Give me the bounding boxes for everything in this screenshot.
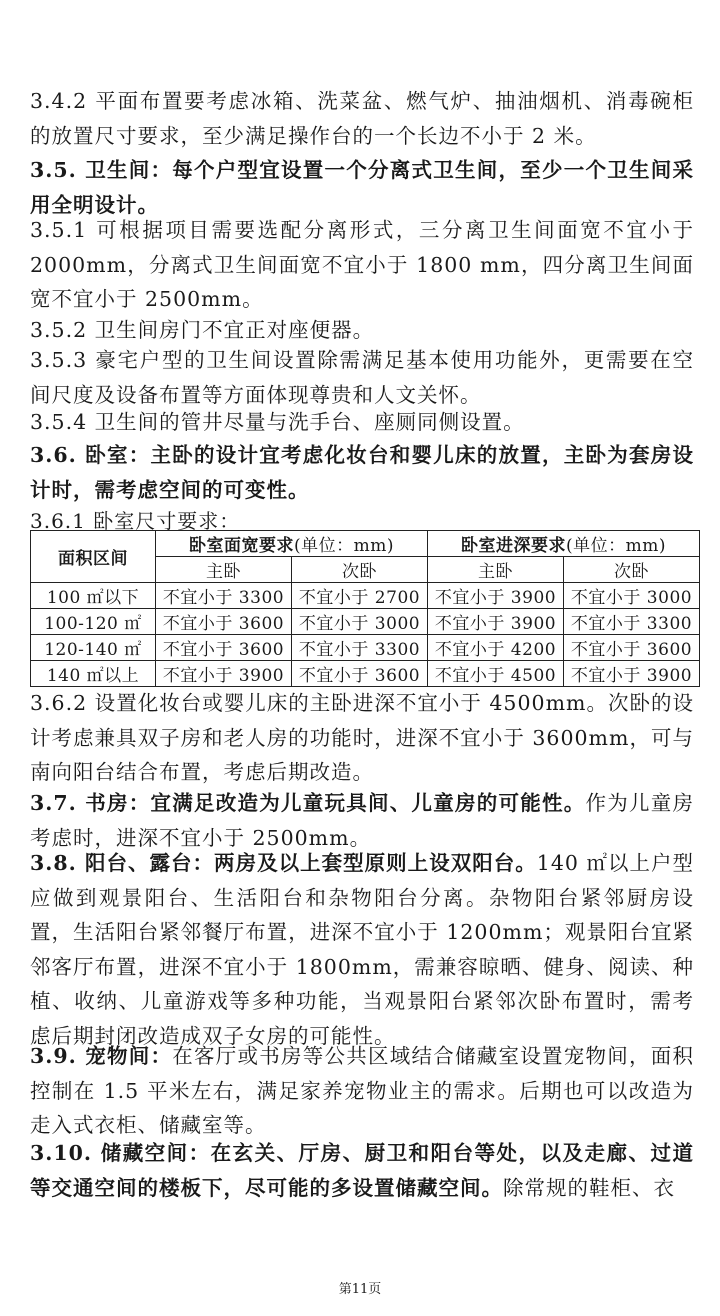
body-text: 作为儿童房考虑时，进深不宜小于 2500mm。 (30, 791, 695, 850)
depth-second-cell: 不宜小于 3000 (564, 583, 700, 609)
width-master-cell: 不宜小于 3600 (156, 609, 292, 635)
body-text: 140 ㎡以上户型应做到观景阳台、生活阳台和杂物阳台分离。杂物阳台紧邻厨房设置，生活阳台紧邻餐厅布置，进深不宜小于 1200mm；观景阳台宜紧邻客厅布置，进深不宜小于 1800mm，需兼容晾晒、健身、阅读、种植、收纳、儿童游戏等多种功能，当观景阳台紧邻次卧布置时，需考虑后期封闭改造成双子女房的可能性。 (30, 851, 695, 1048)
sub-master-depth: 主卧 (428, 557, 564, 583)
heading-text: 3.8. 阳台、露台：两房及以上套型原则上设双阳台。 (30, 851, 537, 875)
body-text: 在客厅或书房等公共区域结合储藏室设置宠物间，面积控制在 1.5 平米左右，满足家养宠物业主的需求。后期也可以改造为走入式衣柜、储藏室等。 (30, 1044, 694, 1137)
body-text: 除常规的鞋柜、衣 (503, 1175, 675, 1200)
table-row (31, 583, 700, 609)
depth-master-cell: 不宜小于 3900 (428, 583, 564, 609)
depth-header-bold: 卧室进深要求 (460, 536, 566, 556)
area-cell: 120-140 ㎡ (31, 635, 156, 661)
heading-text: 3.6. 卧室：主卧的设计宜考虑化妆台和婴儿床的放置，主卧为套房设计时，需考虑空间的可变性。 (30, 443, 694, 502)
width-master-cell: 不宜小于 3300 (156, 583, 292, 609)
sub-second-depth: 次卧 (564, 557, 700, 583)
paragraph-3-4-2: 3.4.2 平面布置要考虑冰箱、洗菜盆、燃气炉、抽油烟机、消毒碗柜的放置尺寸要求，至少满足操作台的一个长边不小于 2 米。 (30, 89, 694, 148)
paragraph-3-6-1: 3.6.1 卧室尺寸要求： (30, 509, 241, 533)
table-row (31, 609, 700, 635)
paragraph-3-5-1: 3.5.1 可根据项目需要选配分离形式，三分离卫生间面宽不宜小于 2000mm，分离式卫生间面宽不宜小于 1800 mm，四分离卫生间面宽不宜小于 2500mm。 (30, 218, 694, 311)
paragraph-3-9-pet-room (30, 1039, 694, 1143)
area-cell: 100 ㎡以下 (31, 583, 156, 609)
heading-text: 3.5. 卫生间：每个户型宜设置一个分离式卫生间，至少一个卫生间采用全明设计。 (30, 158, 694, 217)
depth-second-cell: 不宜小于 3900 (564, 661, 700, 687)
depth-master-cell: 不宜小于 3900 (428, 609, 564, 635)
table-row (31, 635, 700, 661)
width-master-cell: 不宜小于 3900 (156, 661, 292, 687)
width-header-bold: 卧室面宽要求 (188, 536, 294, 556)
paragraph-3-10-storage (30, 1136, 694, 1205)
depth-second-cell: 不宜小于 3300 (564, 609, 700, 635)
paragraph-3-7-study (30, 786, 694, 855)
width-second-cell: 不宜小于 3600 (292, 661, 428, 687)
paragraph-3-5-2: 3.5.2 卫生间房门不宜正对座便器。 (30, 318, 375, 342)
width-second-cell: 不宜小于 2700 (292, 583, 428, 609)
page-number: 第11页 (338, 1282, 382, 1297)
heading-text: 3.7. 书房：宜满足改造为儿童玩具间、儿童房的可能性。 (30, 791, 586, 815)
paragraph-3-5-3: 3.5.3 豪宅户型的卫生间设置除需满足基本使用功能外，更需要在空间尺度及设备布置等方面体现尊贵和人文关怀。 (30, 348, 694, 407)
width-master-cell: 不宜小于 3600 (156, 635, 292, 661)
heading-text: 3.9. 宠物间： (30, 1044, 173, 1068)
heading-3-6-bedroom (30, 438, 694, 507)
width-header (156, 531, 428, 557)
heading-text: 3.10. 储藏空间：在玄关、厅房、厨卫和阳台等处，以及走廊、过道等交通空间的楼板下，尽可能的多设置储藏空间。 (30, 1141, 694, 1200)
depth-header (428, 531, 700, 557)
depth-second-cell: 不宜小于 3600 (564, 635, 700, 661)
width-second-cell: 不宜小于 3300 (292, 635, 428, 661)
area-header: 面积区间 (31, 531, 156, 583)
sub-master-width: 主卧 (156, 557, 292, 583)
width-header-unit: (单位：mm) (293, 536, 394, 556)
sub-second-width: 次卧 (292, 557, 428, 583)
area-cell: 100-120 ㎡ (31, 609, 156, 635)
depth-header-unit: (单位：mm) (565, 536, 666, 556)
paragraph-3-6-2: 3.6.2 设置化妆台或婴儿床的主卧进深不宜小于 4500mm。次卧的设计考虑兼具双子房和老人房的功能时，进深不宜小于 3600mm，可与南向阳台结合布置，考虑后期改造。 (30, 691, 694, 784)
paragraph-3-5-4: 3.5.4 卫生间的管井尽量与洗手台、座厕同侧设置。 (30, 410, 525, 434)
heading-3-5-bathroom (30, 153, 694, 222)
width-second-cell: 不宜小于 3000 (292, 609, 428, 635)
depth-master-cell: 不宜小于 4200 (428, 635, 564, 661)
depth-master-cell: 不宜小于 4500 (428, 661, 564, 687)
table-header-row (31, 531, 700, 557)
paragraph-3-8-balcony (30, 846, 694, 1053)
table-row (31, 661, 700, 687)
bedroom-size-table (30, 530, 700, 687)
area-cell: 140 ㎡以上 (31, 661, 156, 687)
